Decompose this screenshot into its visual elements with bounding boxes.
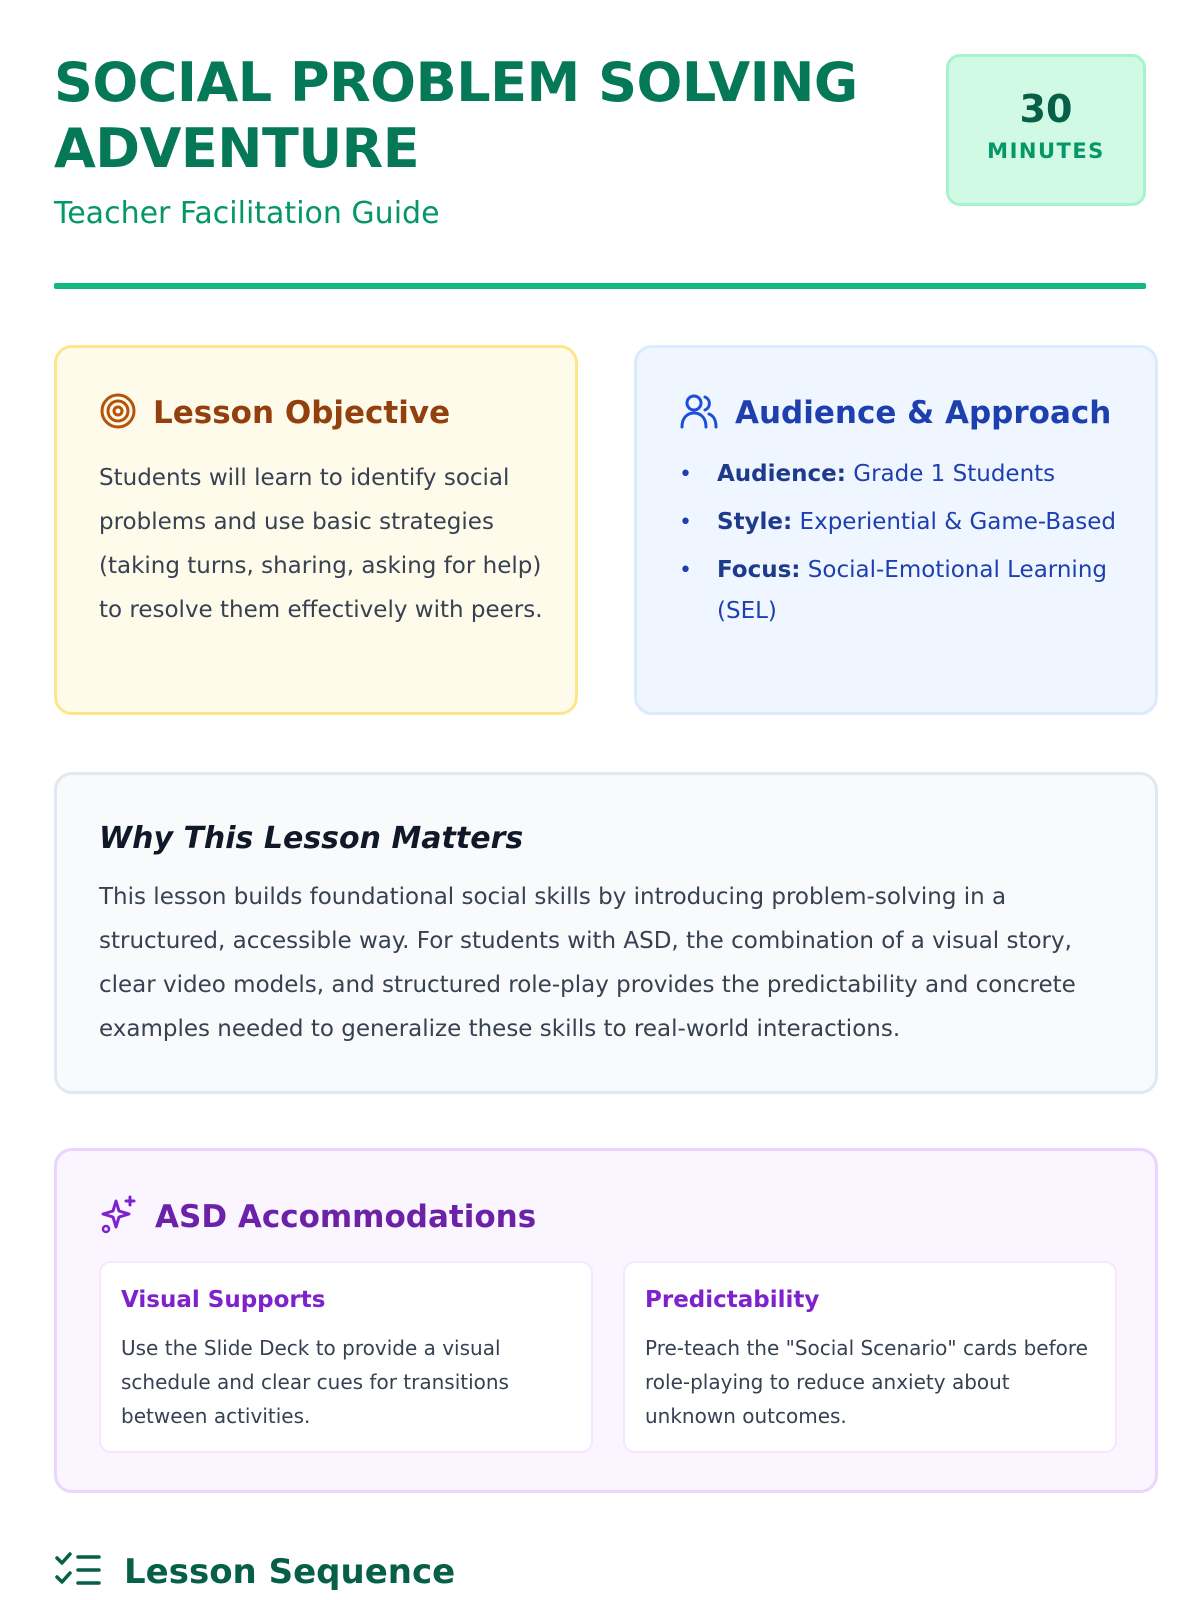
predictability-title: Predictability: [645, 1287, 820, 1313]
audience-approach-card: [634, 345, 1158, 715]
focus-value: Social-Emotional Learning (SEL): [717, 557, 1107, 624]
list-item: [679, 454, 1119, 495]
duration-value: 30: [1019, 87, 1073, 131]
page-subtitle: Teacher Facilitation Guide: [54, 196, 440, 231]
lesson-sequence-heading: [54, 1550, 455, 1594]
audience-title: Audience & Approach: [735, 395, 1112, 431]
duration-badge: [946, 54, 1146, 206]
target-icon: [99, 392, 153, 434]
visual-supports-title: Visual Supports: [121, 1287, 326, 1313]
why-text: This lesson builds foundational social skills by introducing problem-solving in a structured, accessible way. For students with ASD, the combination of a visual story, clear video models, and structured role-play provides the predictability and concrete examples needed to generalize these skills to real-world interactions.: [99, 884, 1076, 1042]
style-value: Experiential & Game-Based: [799, 509, 1117, 535]
duration-unit: MINUTES: [987, 139, 1105, 163]
visual-supports-card: [99, 1261, 593, 1453]
page-title: SOCIAL PROBLEM SOLVING ADVENTURE: [54, 51, 858, 180]
page-header: [54, 50, 1146, 290]
audience-label: Audience:: [717, 461, 846, 487]
visual-supports-text: Use the Slide Deck to provide a visual schedule and clear cues for transitions between activities.: [121, 1336, 509, 1428]
predictability-text: Pre-teach the "Social Scenario" cards before role-playing to reduce anxiety about unknown outcomes.: [645, 1336, 1088, 1428]
asd-title: ASD Accommodations: [155, 1199, 537, 1235]
audience-heading: [679, 392, 1111, 434]
sparkles-icon: [99, 1195, 155, 1239]
lesson-sequence-title: Lesson Sequence: [124, 1552, 456, 1592]
focus-label: Focus:: [717, 557, 801, 583]
list-item: [679, 550, 1119, 631]
predictability-card: [623, 1261, 1117, 1453]
objective-title: Lesson Objective: [153, 395, 451, 431]
header-divider: [54, 283, 1146, 289]
why-lesson-matters-card: [54, 772, 1158, 1094]
users-icon: [679, 392, 735, 434]
audience-list: [679, 454, 1119, 638]
asd-accommodations-card: [54, 1148, 1158, 1493]
style-label: Style:: [717, 509, 793, 535]
audience-value: Grade 1 Students: [853, 461, 1056, 487]
objective-heading: [99, 392, 450, 434]
checklist-icon: [54, 1550, 124, 1594]
lesson-objective-card: [54, 345, 578, 715]
objective-text: Students will learn to identify social problems and use basic strategies (taking turns, sharing, asking for help) to resolve them effectively with peers.: [99, 465, 543, 623]
list-item: [679, 502, 1119, 543]
why-title: Why This Lesson Matters: [99, 821, 524, 856]
asd-heading: [99, 1195, 536, 1239]
